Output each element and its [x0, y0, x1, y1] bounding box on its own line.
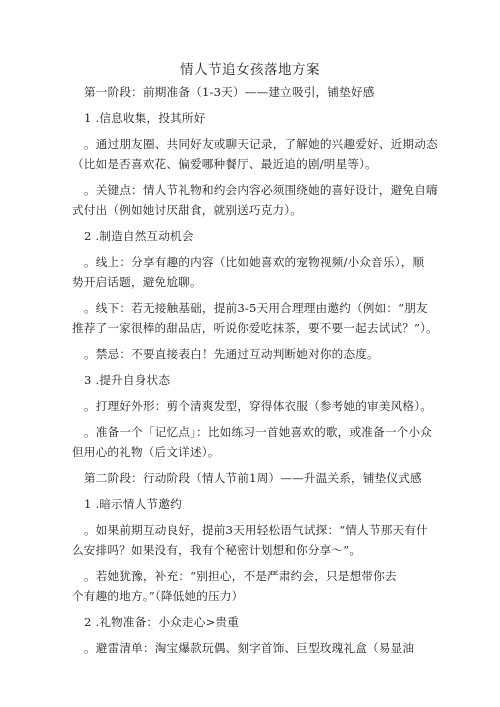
bullet-line-continued: 势开启话题，避免尬聊。 — [72, 275, 202, 289]
bullet-line: 。避雷清单：淘宝爆款玩偶、刻字首饰、巨型玫瑰礼盒（易显油 — [84, 641, 415, 655]
bullet-line: 。打理好外形：剪个清爽发型，穿得体衣服（参考她的审美风格）。 — [84, 399, 433, 413]
stage-1-heading: 第一阶段：前期准备（1-3天）——建立吸引，铺垫好感 — [84, 85, 375, 99]
bullet-line-continued: 个有趣的地方。”（降低她的压力） — [72, 589, 244, 603]
bullet-line: 。准备一个「记忆点」：比如练习一首她喜欢的歌，或准备一个小众 — [84, 425, 433, 439]
bullet-line-continued: （比如是否喜欢花、偏爱哪种餐厅、最近追的剧/明星等）。 — [72, 157, 377, 171]
bullet-line: 。如果前期互动良好，提前3天用轻松语气试探：“情人节那天有什 — [84, 523, 428, 537]
section-heading-1-1: 1 .信息收集，投其所好 — [84, 111, 206, 125]
bullet-line-continued: 么安排吗？如果没有，我有个秘密计划想和你分享～”。 — [72, 543, 362, 557]
page-title: 情人节追女孩落地方案 — [180, 62, 320, 78]
section-heading-2-1: 1 .暗示情人节邀约 — [84, 497, 182, 511]
stage-2-heading: 第二阶段：行动阶段（情人节前1周）——升温关系，铺垫仪式感 — [84, 471, 422, 485]
bullet-line: 。关键点：情人节礼物和约会内容必须围绕她的喜好设计，避免自嗨 — [84, 183, 438, 197]
bullet-line-continued: 推荐了一家很棒的甜品店，听说你爱吃抹茶，要不要一起去试试？”）。 — [72, 321, 438, 335]
bullet-line: 。若她犹豫，补充：“别担心，不是严肃约会，只是想带你去 — [84, 569, 397, 583]
bullet-line: 。线上：分享有趣的内容（比如她喜欢的宠物视频/小众音乐），顺 — [84, 255, 425, 269]
bullet-line-continued: 但用心的礼物（后文详述）。 — [72, 445, 220, 459]
bullet-line: 。通过朋友圈、共同好友或聊天记录，了解她的兴趣爱好、近期动态 — [84, 137, 438, 151]
bullet-line: 。线下：若无接触基础，提前3-5天用合理理由邀约（例如：“朋友 — [84, 301, 428, 315]
section-heading-1-2: 2 .制造自然互动机会 — [84, 229, 194, 243]
section-heading-1-3: 3 .提升自身状态 — [84, 373, 171, 387]
bullet-line: 。禁忌：不要直接表白！先通过互动判断她对你的态度。 — [84, 347, 379, 361]
bullet-line-continued: 式付出（例如她讨厌甜食，就别送巧克力）。 — [72, 203, 303, 217]
section-heading-2-2: 2 .礼物准备：小众走心>贵重 — [84, 615, 239, 629]
